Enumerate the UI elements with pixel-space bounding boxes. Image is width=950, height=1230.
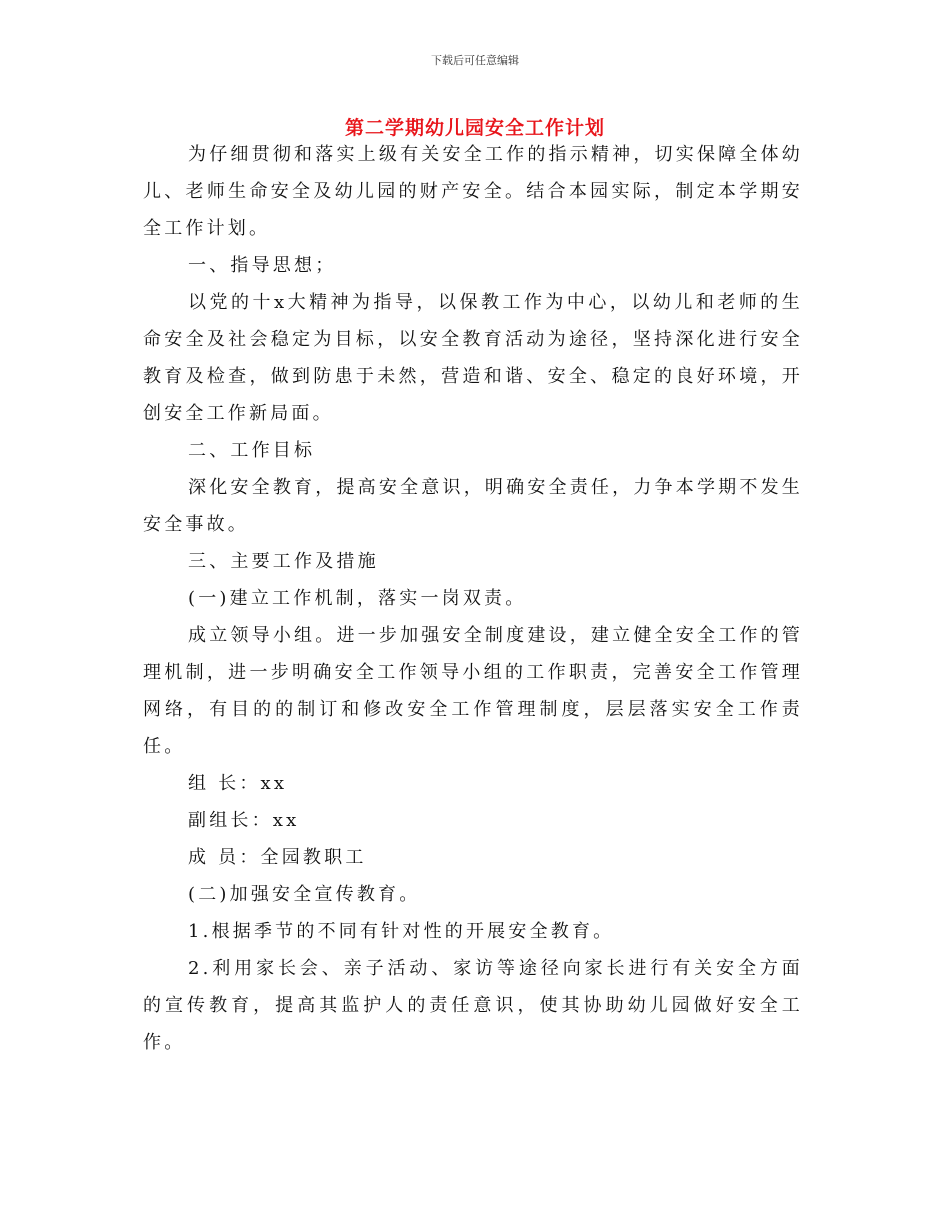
section-heading-guiding-ideology: 一、指导思想；: [188, 255, 337, 276]
header-note: 下载后可任意编辑: [431, 54, 519, 67]
section-heading-main-work: 三、主要工作及措施: [188, 551, 379, 572]
list-item-1: 1.根据季节的不同有针对性的开展安全教育。: [188, 921, 615, 942]
list-item-2: 2.利用家长会、亲子活动、家访等途径向家长进行有关安全方面的宣传教育，提高其监护人的责任意识，使其协助幼儿园做好安全工作。: [143, 958, 803, 1053]
mechanism-paragraph: 成立领导小组。进一步加强安全制度建设，建立健全安全工作的管理机制，进一步明确安全工作领导小组的工作职责，完善安全工作管理网络，有目的的制订和修改安全工作管理制度，层层落实安全工作责任。: [143, 625, 803, 757]
document-title: 第二学期幼儿园安全工作计划: [344, 117, 605, 139]
document-body: [143, 136, 803, 1061]
guiding-ideology-paragraph: 以党的十x大精神为指导，以保教工作为中心，以幼儿和老师的生命安全及社会稳定为目标，以安全教育活动为途径，坚持深化进行安全教育及检查，做到防患于未然，营造和谐、安全、稳定的良好环境，开创安全工作新局面。: [143, 292, 803, 424]
subsection-heading-publicity: (二)加强安全宣传教育。: [188, 884, 421, 905]
subsection-heading-mechanism: (一)建立工作机制，落实一岗双责。: [188, 588, 527, 609]
deputy-leader-line: 副组长：xx: [188, 810, 300, 831]
intro-paragraph: 为仔细贯彻和落实上级有关安全工作的指示精神，切实保障全体幼儿、老师生命安全及幼儿园的财产安全。结合本园实际，制定本学期安全工作计划。: [143, 144, 803, 239]
section-heading-work-goals: 二、工作目标: [188, 440, 316, 461]
group-leader-line: 组 长：xx: [188, 773, 288, 794]
work-goals-paragraph: 深化安全教育，提高安全意识，明确安全责任，力争本学期不发生安全事故。: [143, 477, 803, 535]
members-line: 成 员：全园教职工: [188, 847, 367, 868]
